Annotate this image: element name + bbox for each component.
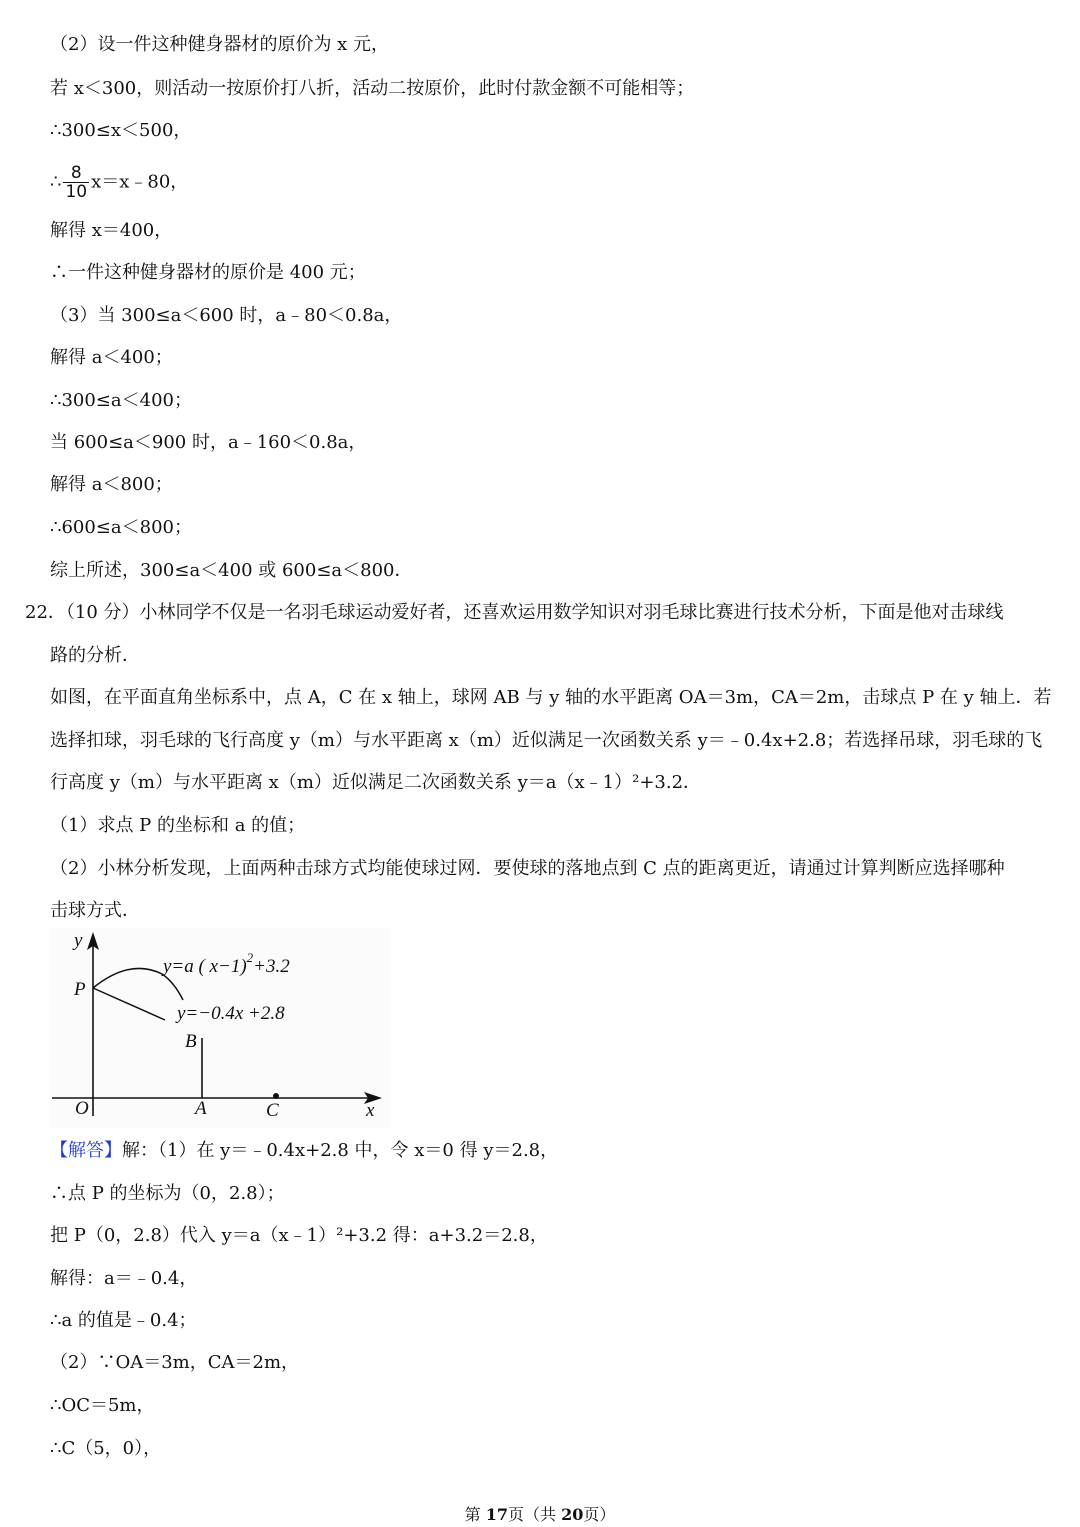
point-c-label: C [266, 1100, 279, 1121]
text-line: ∴600≤a＜800； [50, 517, 192, 538]
text-line: 解得 a＜800； [50, 474, 173, 495]
answer-line: ∴C（5，0）， [50, 1438, 162, 1459]
answer-line: 把 P（0，2.8）代入 y＝a（x﹣1）²+3.2 得：a+3.2＝2.8， [50, 1225, 548, 1246]
x-axis-label: x [366, 1100, 375, 1121]
answer-line: ∴OC＝5m， [50, 1395, 155, 1416]
question-22-paragraph: 如图，在平面直角坐标系中，点 A，C 在 x 轴上，球网 AB 与 y 轴的水平距离 OA＝3m，CA＝2m，击球点 P 在 y 轴上．若 [50, 687, 1052, 708]
page-number: 17 [485, 1505, 508, 1524]
text-line: ∴一件这种健身器材的原价是 400 元； [50, 262, 366, 283]
answer-part3-line: （3）当 300≤a＜600 时，a﹣80＜0.8a， [50, 305, 403, 326]
footer-text: 第 [464, 1505, 486, 1524]
answer-line: ∴a 的值是﹣0.4； [50, 1310, 197, 1331]
text-line: ∴300≤a＜400； [50, 390, 192, 411]
line-label: y=−0.4x +2.8 [177, 1003, 285, 1024]
question-22-line: 路的分析． [50, 645, 140, 666]
footer-text: 页（共 [507, 1505, 562, 1524]
text-line: 解得 a＜400； [50, 347, 173, 368]
point-b-label: B [185, 1031, 197, 1052]
origin-label: O [75, 1098, 89, 1119]
sub-question-1: （1）求点 P 的坐标和 a 的值； [50, 815, 306, 836]
text-line: 解得 x＝400， [50, 220, 173, 241]
text-line: 若 x＜300，则活动一按原价打八折，活动二按原价，此时付款金额不可能相等； [50, 78, 695, 99]
fraction [63, 164, 89, 201]
fraction-equation-line [50, 164, 188, 201]
answer-line: 解得：a＝﹣0.4， [50, 1268, 198, 1289]
footer-text: 页） [583, 1505, 616, 1524]
point-c-dot [273, 1093, 279, 1099]
total-pages: 20 [561, 1505, 584, 1524]
fraction-denominator: 10 [65, 182, 88, 202]
fraction-numerator: 8 [63, 164, 89, 183]
question-22-paragraph: 选择扣球，羽毛球的飞行高度 y（m）与水平距离 x（m）近似满足一次函数关系 y＝﹣0.4x+2.8；若选择吊球，羽毛球的飞 [50, 730, 1043, 751]
answer-tag: 【解答】 [50, 1140, 122, 1161]
question-22-paragraph: 行高度 y（m）与水平距离 x（m）近似满足二次函数关系 y＝a（x﹣1）²+3.2． [50, 772, 702, 793]
parabola-label: y=a ( x−1)$^2$+3.2 [163, 950, 290, 977]
answer-line: ∴点 P 的坐标为（0，2.8）； [50, 1183, 285, 1204]
coordinate-figure [50, 928, 390, 1128]
equation-text: x＝x﹣80， [91, 171, 189, 193]
therefore-symbol: ∴ [50, 171, 62, 193]
y-axis-label: y [74, 930, 83, 951]
text-line: ∴300≤x＜500， [50, 120, 192, 141]
point-a-label: A [195, 1098, 207, 1119]
point-p-label: P [74, 979, 86, 1000]
conclusion-line: 综上所述，300≤a＜400 或 600≤a＜800． [50, 560, 413, 581]
answer-line [50, 1138, 558, 1164]
sub-question-2: （2）小林分析发现，上面两种击球方式均能使球过网．要使球的落地点到 C 点的距离更近，请通过计算判断应选择哪种 [50, 858, 1005, 879]
text-line: 当 600≤a＜900 时，a﹣160＜0.8a， [50, 432, 367, 453]
answer-line: （2）∵OA＝3m，CA＝2m， [50, 1352, 300, 1373]
question-22-line: 22．（10 分）小林同学不仅是一名羽毛球运动爱好者，还喜欢运用数学知识对羽毛球比赛进行技术分析，下面是他对击球线 [25, 602, 1004, 623]
page-footer [0, 1504, 1080, 1526]
sub-question-2: 击球方式． [50, 900, 140, 921]
answer-text: 解：（1）在 y＝﹣0.4x+2.8 中，令 x＝0 得 y＝2.8， [122, 1140, 559, 1161]
answer-part2-line: （2）设一件这种健身器材的原价为 x 元， [50, 34, 390, 55]
